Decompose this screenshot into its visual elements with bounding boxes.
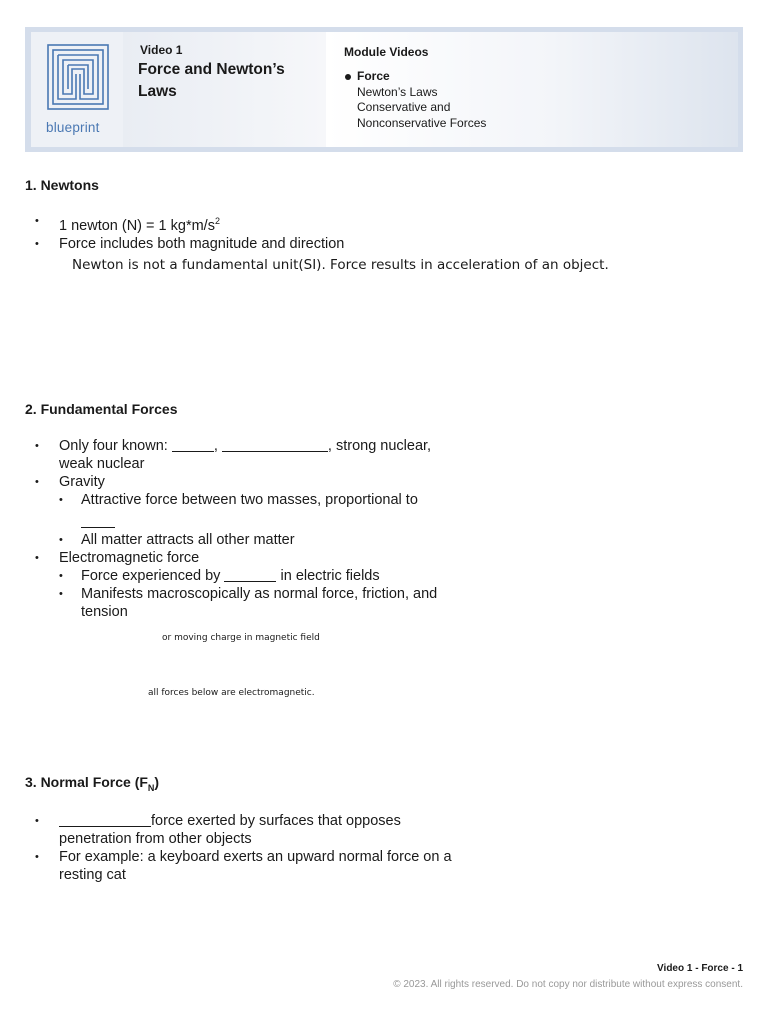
newton-definition: 1 newton (N) = 1 kg*m/s [59,217,215,234]
fill-blank[interactable] [224,567,276,582]
blueprint-logo-icon [47,44,109,110]
section-3-bullets [34,812,469,884]
logo-wordmark: blueprint [46,120,100,135]
close-paren: ) [154,774,160,790]
fill-blank[interactable] [81,513,115,528]
force-direction-text: Force includes both magnitude and direction [59,235,345,252]
video-title: Force and Newton’s Laws [138,61,285,100]
section-1-bullets [34,212,344,253]
four-known-rest: , strong nuclear, weak nuclear [59,438,432,472]
fill-blank[interactable] [222,437,328,452]
macroscopic-text: Manifests macroscopically as normal force, friction, and tension [81,586,438,620]
video-info [123,32,326,147]
copyright-notice: © 2023. All rights reserved. Do not copy nor distribute without express consent. [393,979,743,990]
gravity-attractive-text: Attractive force between two masses, proportional to [81,492,418,508]
list-item [34,585,451,621]
section-title-normal-force [25,774,159,793]
list-item [34,437,451,473]
experienced-by-text: Force experienced by [81,568,221,584]
section-2-bullets [34,437,451,621]
four-known-text: Only four known: [59,438,168,454]
fill-blank[interactable] [59,812,151,827]
list-item [34,491,451,531]
module-item-force[interactable]: Force [344,69,486,85]
normal-force-title-text: 3. Normal Force (F [25,774,148,790]
module-item-newtons-laws[interactable]: Newton’s Laws [357,84,438,99]
section-title-newtons: 1. Newtons [25,177,99,193]
matter-attracts-text: All matter attracts all other matter [81,532,295,548]
fill-blank[interactable] [172,437,214,452]
list-item [34,531,451,549]
list-item [34,549,451,567]
module-item-conservative[interactable]: Conservative and [357,100,451,114]
electromagnetic-text: Electromagnetic force [59,550,200,566]
list-item [34,212,344,235]
exponent: 2 [214,216,220,226]
handwritten-note-electromagnetic: all forces below are electromagnetic. [148,688,315,698]
video-label: Video 1 [140,43,183,57]
section-title-fundamental-forces: 2. Fundamental Forces [25,401,178,417]
handwritten-note-newton: Newton is not a fundamental unit(SI). Force results in acceleration of an object. [72,257,609,273]
header-banner [25,27,743,152]
list-item [34,812,469,848]
module-list [344,69,486,131]
subscript: N [147,782,155,793]
module-videos-title: Module Videos [344,45,429,59]
module-item-nonconservative[interactable]: Nonconservative Forces [357,115,487,130]
normal-force-def: force exerted by surfaces that opposes penetration from other objects [59,813,401,847]
page-label: Video 1 - Force - 1 [657,963,743,974]
module-videos-panel [326,32,738,147]
list-item [34,848,469,884]
list-item [34,235,344,253]
electric-fields-text: in electric fields [280,568,380,584]
list-item [34,473,451,491]
logo [31,32,123,147]
list-item [34,567,451,585]
handwritten-note-magnetic: or moving charge in magnetic field [162,633,320,643]
keyboard-example: For example: a keyboard exerts an upward normal force on a resting cat [59,849,452,883]
comma: , [213,438,218,454]
gravity-text: Gravity [59,474,105,490]
